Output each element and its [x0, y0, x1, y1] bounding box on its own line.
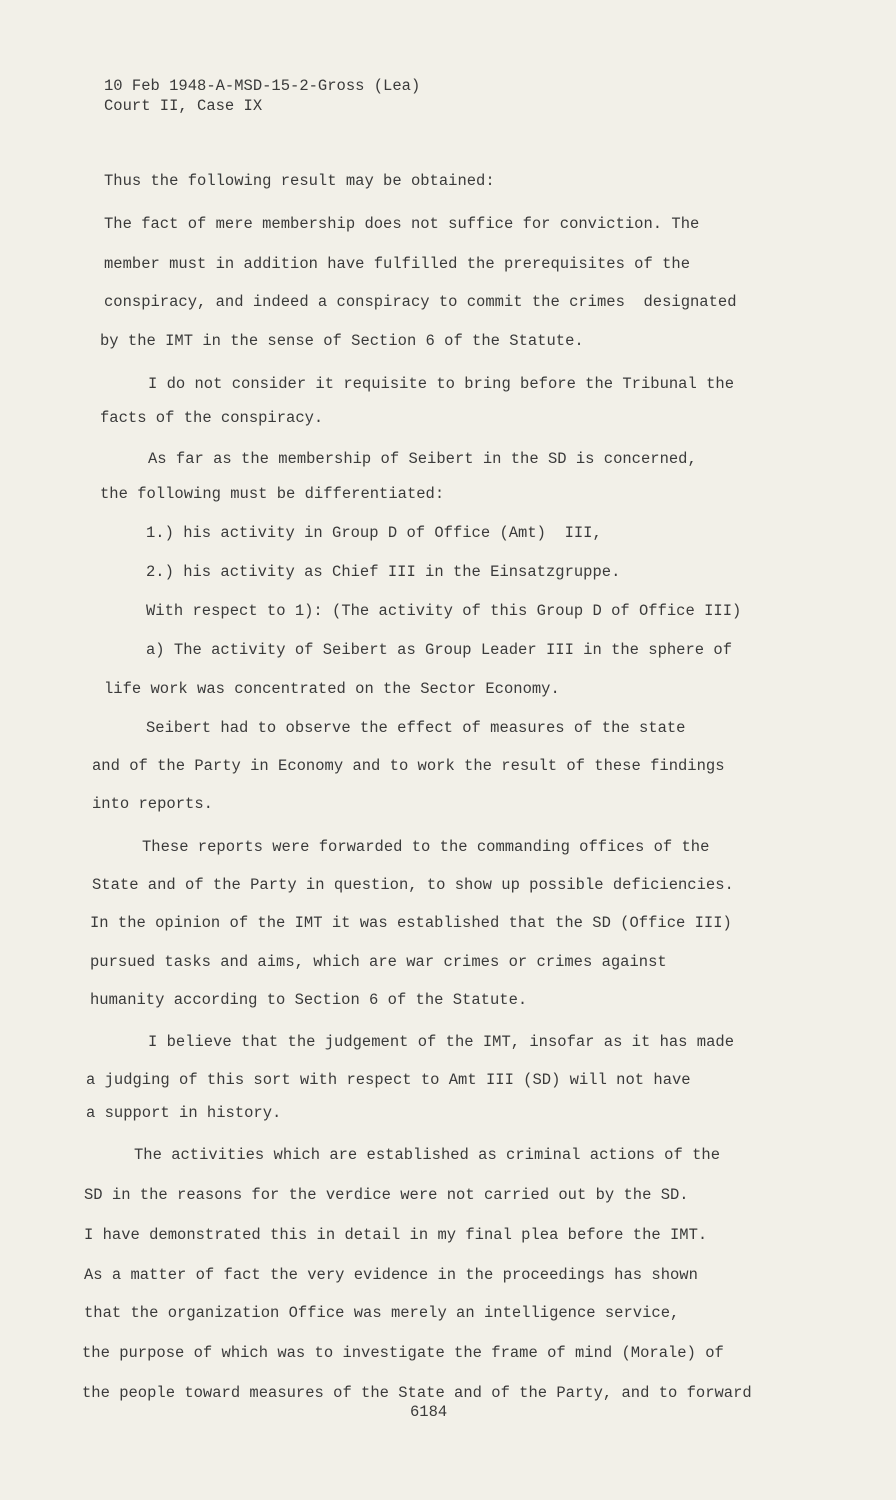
text-line: These reports were forwarded to the commanding offices of the	[142, 838, 710, 856]
page-number: 6184	[410, 1403, 448, 1421]
text-line: As a matter of fact the very evidence in the proceedings has shown	[84, 1266, 698, 1284]
text-line: 2.) his activity as Chief III in the Einsatzgruppe.	[146, 563, 621, 581]
text-line: pursued tasks and aims, which are war crimes or crimes against	[90, 953, 667, 971]
text-line: the people toward measures of the State and of the Party, and to forward	[82, 1384, 752, 1402]
text-line: SD in the reasons for the verdice were not carried out by the SD.	[84, 1186, 689, 1204]
text-line: I do not consider it requisite to bring before the Tribunal the	[148, 375, 734, 393]
text-line: into reports.	[92, 795, 213, 813]
text-line: The fact of mere membership does not suffice for conviction. The	[104, 215, 700, 233]
header-court: Court II, Case IX	[104, 97, 263, 115]
text-line: that the organization Office was merely an intelligence service,	[84, 1304, 680, 1322]
text-line: a judging of this sort with respect to Amt III (SD) will not have	[86, 1071, 691, 1089]
text-line: humanity according to Section 6 of the Statute.	[90, 991, 528, 1009]
text-line: the purpose of which was to investigate the frame of mind (Morale) of	[82, 1344, 724, 1362]
text-line: life work was concentrated on the Sector Economy.	[104, 680, 560, 698]
text-line: Seibert had to observe the effect of measures of the state	[146, 719, 686, 737]
text-line: a) The activity of Seibert as Group Leader III in the sphere of	[146, 641, 732, 659]
text-line: and of the Party in Economy and to work the result of these findings	[92, 757, 725, 775]
text-line: State and of the Party in question, to show up possible deficiencies.	[92, 876, 734, 894]
text-line: The activities which are established as criminal actions of the	[134, 1146, 720, 1164]
header-reference: 10 Feb 1948-A-MSD-15-2-Gross (Lea)	[104, 77, 421, 95]
text-line: a support in history.	[86, 1104, 282, 1122]
text-line: I have demonstrated this in detail in my final plea before the IMT.	[84, 1226, 708, 1244]
document-header	[104, 76, 420, 116]
text-line: As far as the membership of Seibert in the SD is concerned,	[148, 450, 697, 468]
text-line: In the opinion of the IMT it was established that the SD (Office III)	[90, 914, 732, 932]
text-line: the following must be differentiated:	[100, 485, 445, 503]
text-line: I believe that the judgement of the IMT, insofar as it has made	[148, 1033, 734, 1051]
text-line: 1.) his activity in Group D of Office (Amt) III,	[146, 524, 602, 542]
text-line: by the IMT in the sense of Section 6 of the Statute.	[100, 332, 584, 350]
text-line: facts of the conspiracy.	[100, 409, 324, 427]
text-line: With respect to 1): (The activity of this Group D of Office III)	[146, 602, 742, 620]
text-line: member must in addition have fulfilled the prerequisites of the	[104, 255, 690, 273]
text-line: Thus the following result may be obtained:	[104, 172, 495, 190]
text-line: conspiracy, and indeed a conspiracy to commit the crimes designated	[104, 293, 737, 311]
